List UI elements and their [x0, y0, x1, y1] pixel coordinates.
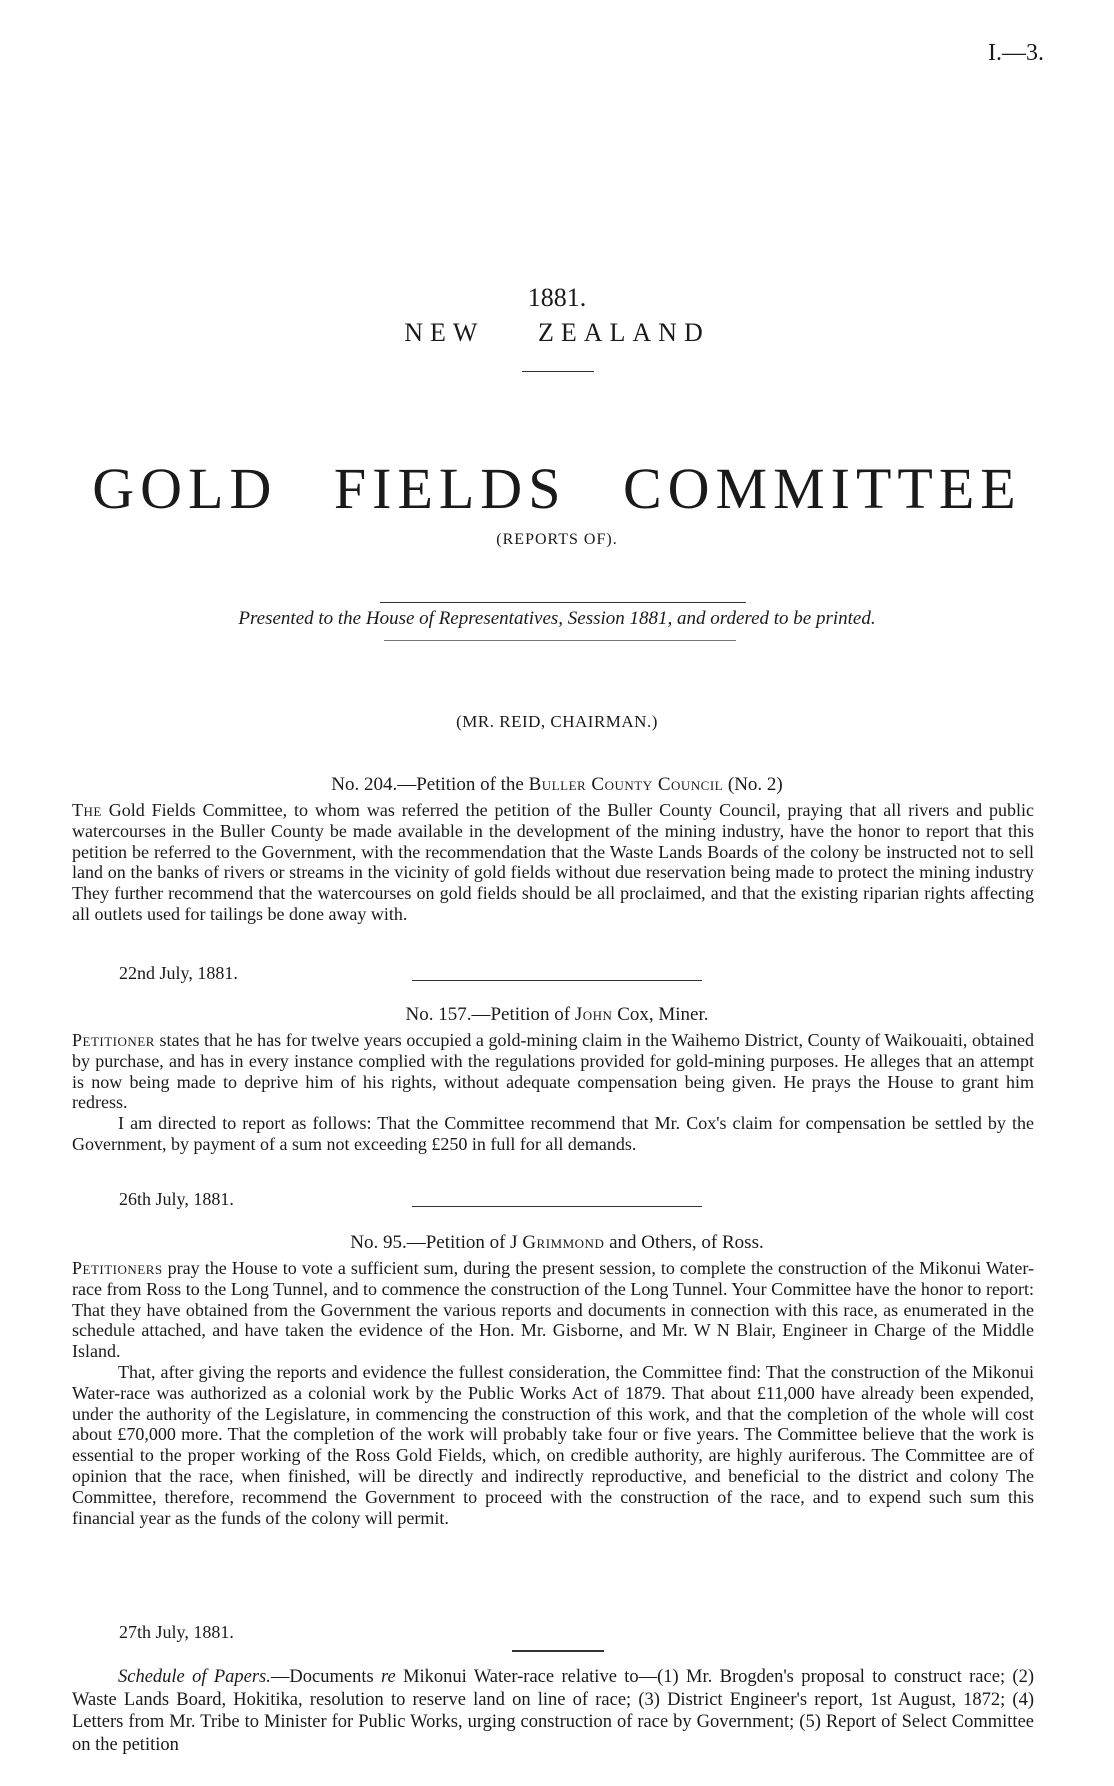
title-word-2: FIELDS — [333, 456, 567, 521]
divider — [380, 602, 746, 603]
heading-prefix: No. 95.—Petition of J — [350, 1232, 523, 1253]
schedule-label: Schedule of Papers. — [118, 1667, 271, 1687]
document-subtitle: (REPORTS OF). — [496, 531, 618, 548]
page-identifier: I.—3. — [988, 40, 1044, 66]
petitioner-name: Buller County Council — [528, 774, 724, 795]
heading-suffix: and Others, of Ross. — [604, 1232, 764, 1253]
divider — [512, 1650, 604, 1652]
petitioner-name: John — [574, 1004, 613, 1025]
heading-suffix: (No. 2) — [723, 774, 783, 795]
petition-body — [72, 1258, 1034, 1528]
petition-date: 22nd July, 1881. — [119, 963, 238, 983]
lead-word: Petitioner — [72, 1030, 155, 1050]
lead-word: The — [72, 800, 102, 820]
title-word-1: GOLD — [92, 456, 278, 521]
chairman-line: (MR. REID, CHAIRMAN.) — [456, 712, 658, 731]
divider — [384, 640, 736, 641]
petition-heading — [0, 1004, 1114, 1026]
lead-word: Petitioners — [72, 1258, 163, 1278]
paragraph-text: That, after giving the reports and evidence the fullest consideration, the Committee find: That the construction of the Mikonui Water-race was authorized as a colonial work by the Public Works Act of 1879. That about £11,000 have already been expended, under the authority of the Legislature, in commencing the construction of this work, and that the completion of the whole will cost about £70,000 more. That the completion of the work will probably take four or five years. The Committee believe that the work is essential to the proper working of the Ross Gold Fields, which, on credible authority, are highly auriferous. The Committee are of opinion that the race, when finished, will be directly and indirectly reproductive, and beneficial to the district and colony The Committee, therefore, recommend the Government to proceed with the construction of the race, and to expend such sum this financial year as the funds of the colony will permit. — [72, 1361, 1034, 1528]
heading-prefix: No. 157.—Petition of — [405, 1004, 575, 1025]
divider — [522, 371, 594, 372]
petition-heading — [0, 1232, 1114, 1254]
petition-body — [72, 1030, 1034, 1155]
paragraph-text: pray the House to vote a sufficient sum, during the present session, to complete the construction of the Mikonui Water-race from Ross to the Long Tunnel, and to commence the construction of the Long Tunnel. Your Committee have the honor to report: That they have obtained from the Government the various reports and documents in connection with this race, as enumerated in the schedule attached, and have taken the evidence of the Hon. Mr. Gisborne, and Mr. W N Blair, Engineer in Charge of the Middle Island. — [72, 1258, 1034, 1362]
paragraph-text: Gold Fields Committee, to whom was referred the petition of the Buller County Council, praying that all rivers and public watercourses in the Buller County be made available in the development of the mining industry, have the honor to report that this petition be referred to the Government, with the recommendation that the Waste Lands Boards of the colony be instructed not to sell land on the banks of rivers or streams in the vicinity of gold fields without due reservation being made to protect the mining industry They further recommend that the watercourses on gold fields should be all proclaimed, and that the existing riparian rights affecting all outlets used for tailings be done away with. — [72, 800, 1034, 924]
petition-date: 26th July, 1881. — [119, 1189, 234, 1209]
schedule-of-papers — [72, 1666, 1034, 1756]
schedule-text: Mikonui Water-race relative to—(1) Mr. Brogden's proposal to construct race; (2) Waste Lands Board, Hokitika, resolution to reserve land on line of race; (3) District Engineer's report, 1st August, 1872; (4) Letters from Mr. Tribe to Minister for Public Works, urging construction of race by Government; (5) Report of Select Committee on the petition — [72, 1667, 1034, 1755]
country-name — [0, 318, 1114, 348]
petitioner-name: Grimmond — [522, 1232, 605, 1253]
title-word-3: COMMITTEE — [622, 456, 1022, 521]
country-word-1: NEW — [404, 318, 485, 347]
petition-body — [72, 800, 1034, 925]
presented-line: Presented to the House of Representatives, Session 1881, and ordered to be printed. — [238, 608, 876, 629]
paragraph-text: I am directed to report as follows: That the Committee recommend that Mr. Cox's claim for compensation be settled by the Government, by payment of a sum not exceeding £250 in full for all demands. — [72, 1113, 1034, 1154]
petition-heading — [0, 774, 1114, 796]
heading-prefix: No. 204.—Petition of the — [331, 774, 529, 795]
heading-suffix: Cox, Miner. — [612, 1004, 709, 1025]
schedule-re: re — [381, 1667, 396, 1687]
document-title — [0, 455, 1114, 522]
paragraph-text: states that he has for twelve years occupied a gold-mining claim in the Waihemo District, County of Waikouaiti, obtained by purchase, and has in every instance complied with the regulations provided for gold-mining purposes. He alleges that an attempt is now being made to deprive him of his rights, without adequate compensation being given. He prays the House to grant him redress. — [72, 1030, 1034, 1113]
divider — [412, 1206, 702, 1207]
country-word-2: ZEALAND — [537, 318, 710, 347]
divider — [412, 980, 702, 981]
schedule-text: —Documents — [270, 1667, 381, 1687]
session-year: 1881. — [527, 283, 587, 312]
petition-date: 27th July, 1881. — [119, 1622, 234, 1642]
